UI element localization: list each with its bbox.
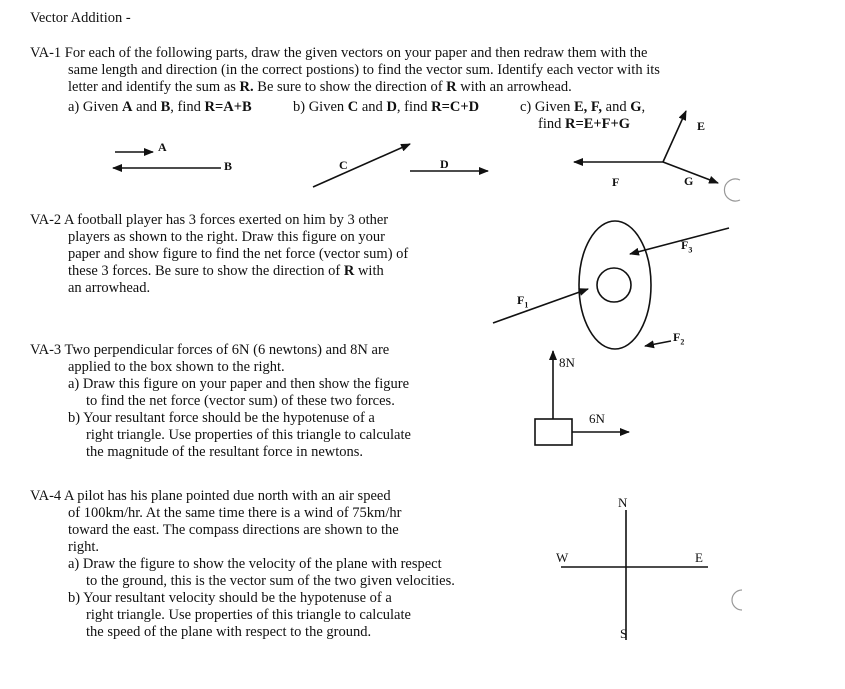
- va1-line2: same length and direction (in the correct postions) to find the vector sum. Identify each vector with its: [68, 62, 660, 78]
- player-head: [597, 268, 631, 302]
- va3-line4: to find the net force (vector sum) of these two forces.: [86, 393, 395, 409]
- va1-line1: VA-1 For each of the following parts, draw the given vectors on your paper and then redraw them with the: [30, 45, 648, 61]
- va4-line1: VA-4 A pilot has his plane pointed due north with an air speed: [30, 488, 391, 504]
- va2-line4: these 3 forces. Be sure to show the direction of R with: [68, 263, 384, 279]
- va4-line6: to the ground, this is the vector sum of the two given velocities.: [86, 573, 455, 589]
- va4-line9: the speed of the plane with respect to the ground.: [86, 624, 372, 640]
- va4-line4: right.: [68, 539, 100, 555]
- va4-line2: of 100km/hr. At the same time there is a wind of 75km/hr: [68, 505, 402, 521]
- va2-line1: VA-2 A football player has 3 forces exerted on him by 3 other: [30, 212, 389, 228]
- va4-line3: toward the east. The compass directions are shown to the: [68, 522, 399, 538]
- compass-label-w: W: [556, 550, 569, 565]
- va1-line3: letter and identify the sum as R. Be sure to show the direction of R with an arrowhead.: [68, 79, 572, 95]
- vector-e-arrow: [663, 111, 686, 162]
- vector-c-arrow: [313, 144, 410, 187]
- va3-line6: right triangle. Use properties of this triangle to calculate: [86, 427, 411, 443]
- va1-part-c-line2: find R=E+F+G: [538, 116, 631, 132]
- label-8n: 8N: [559, 355, 575, 370]
- label-f1: $F_1$: [517, 293, 529, 310]
- stray-circle-mark-2: [732, 590, 742, 610]
- force-f1-arrow: [493, 289, 588, 323]
- va2-line3: paper and show figure to find the net force (vector sum) of: [68, 246, 409, 262]
- va4-line5: a) Draw the figure to show the velocity of the plane with respect: [68, 556, 442, 572]
- force-box: [535, 419, 572, 445]
- compass-label-n: N: [618, 495, 628, 510]
- label-f3: $F_3$: [681, 238, 693, 255]
- label-c: C: [339, 158, 348, 172]
- force-f2-arrow: [645, 341, 671, 346]
- label-a: A: [158, 140, 167, 154]
- label-g: G: [684, 174, 694, 188]
- stray-circle-mark: [724, 179, 740, 201]
- label-d: D: [440, 157, 449, 171]
- force-f3-arrow: [630, 228, 729, 254]
- label-f2: $F_2$: [673, 330, 685, 347]
- page-title: Vector Addition -: [30, 10, 131, 26]
- label-e: E: [697, 119, 706, 133]
- va3-line5: b) Your resultant force should be the hypotenuse of a: [68, 410, 375, 426]
- va3-line2: applied to the box shown to the right.: [68, 359, 285, 375]
- va1-part-a: a) Given A and B, find R=A+B: [68, 99, 252, 115]
- label-f: F: [612, 175, 620, 189]
- player-oval: [579, 221, 651, 349]
- va3-line1: VA-3 Two perpendicular forces of 6N (6 newtons) and 8N are: [30, 342, 390, 358]
- va1-part-b: b) Given C and D, find R=C+D: [293, 99, 480, 115]
- compass-label-e: E: [695, 550, 703, 565]
- label-b: B: [224, 159, 233, 173]
- va1-part-c: c) Given E, F, and G,: [520, 99, 646, 115]
- compass-label-s: S: [620, 626, 628, 641]
- label-6n: 6N: [589, 411, 605, 426]
- va2-line2: players as shown to the right. Draw this figure on your: [68, 229, 385, 245]
- va3-line7: the magnitude of the resultant force in newtons.: [86, 444, 364, 460]
- va4-line7: b) Your resultant velocity should be the hypotenuse of a: [68, 590, 392, 606]
- va3-line3: a) Draw this figure on your paper and then show the figure: [68, 376, 410, 392]
- va4-line8: right triangle. Use properties of this triangle to calculate: [86, 607, 411, 623]
- va2-line5: an arrowhead.: [68, 280, 151, 296]
